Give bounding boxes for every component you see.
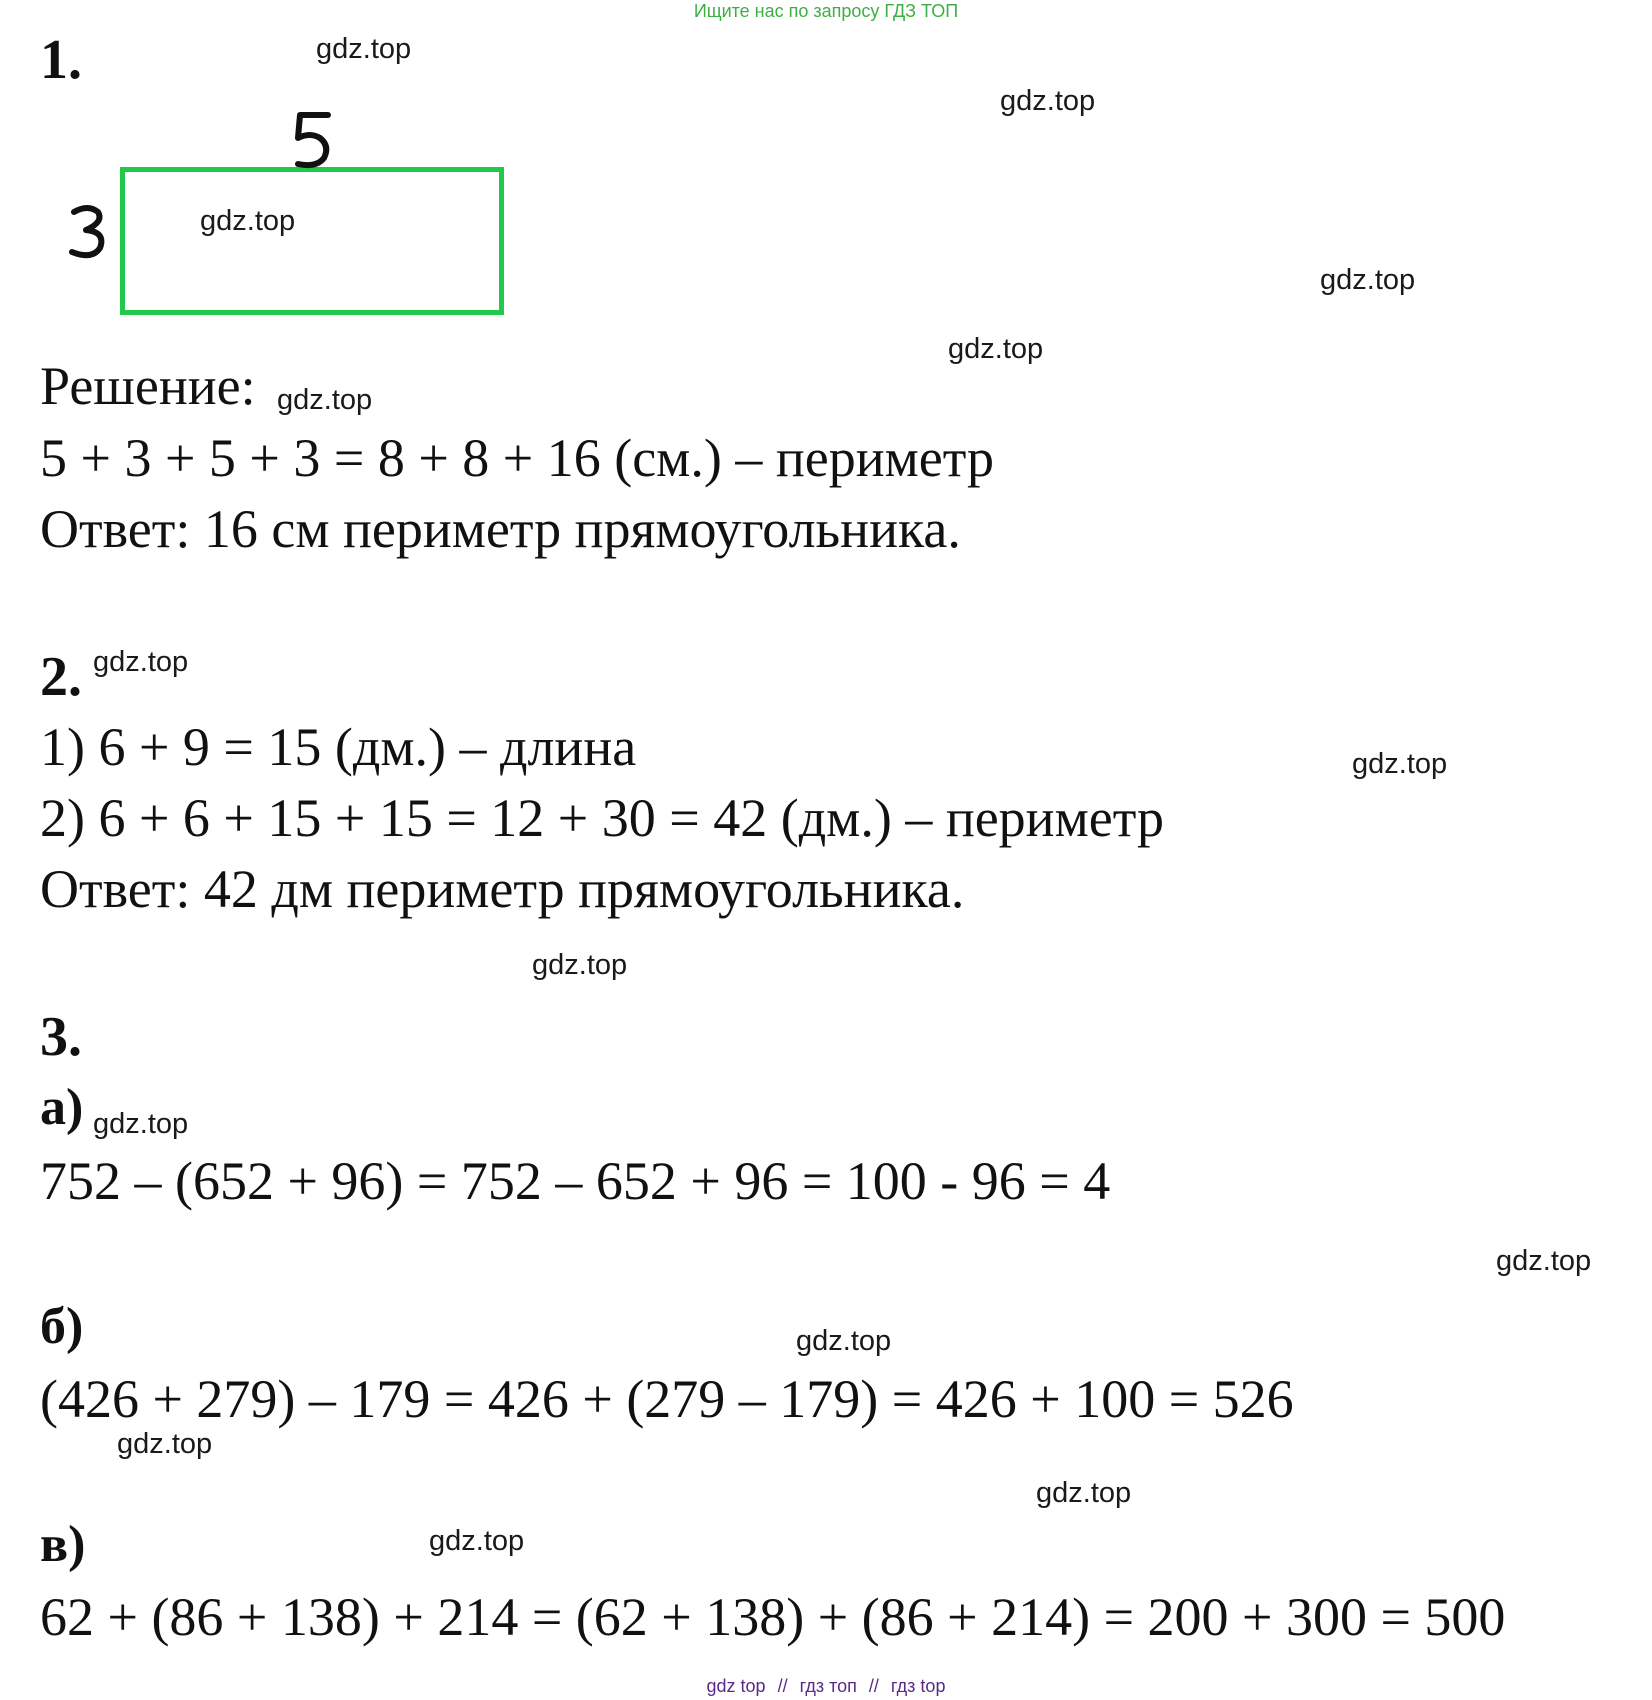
watermark: gdz.top [93, 1108, 189, 1140]
task1-solution-label: Решение: [40, 356, 256, 416]
watermark: gdz.top [948, 333, 1044, 365]
task3-number: 3. [40, 1006, 82, 1068]
task3-a-line: 752 – (652 + 96) = 752 – 652 + 96 = 100 - 96 = 4 [40, 1151, 1111, 1211]
watermark: gdz.top [796, 1325, 892, 1357]
task1-number: 1. [40, 29, 82, 91]
footer-item: гдз топ [799, 1676, 857, 1696]
watermark: gdz.top [1000, 85, 1096, 117]
task2-number: 2. [40, 646, 82, 708]
side-label-left [68, 204, 108, 260]
task2-line2: 2) 6 + 6 + 15 + 15 = 12 + 30 = 42 (дм.) – периметр [40, 788, 1164, 848]
side-label-top [292, 110, 336, 172]
watermark: gdz.top [1036, 1477, 1132, 1509]
rectangle-figure [120, 167, 504, 315]
watermark: gdz.top [532, 949, 628, 981]
watermark: gdz.top [277, 384, 373, 416]
task3-c-line: 62 + (86 + 138) + 214 = (62 + 138) + (86 + 214) = 200 + 300 = 500 [40, 1587, 1506, 1647]
task3-b-label: б) [40, 1298, 84, 1355]
top-banner: Ищите нас по запросу ГДЗ ТОП [693, 1, 959, 21]
watermark: gdz.top [200, 205, 296, 237]
watermark: gdz.top [1320, 264, 1416, 296]
watermark: gdz.top [1496, 1245, 1592, 1277]
watermark: gdz.top [117, 1428, 213, 1460]
footer-item: гдз top [890, 1676, 946, 1696]
task3-b-line: (426 + 279) – 179 = 426 + (279 – 179) = 426 + 100 = 526 [40, 1369, 1294, 1429]
task2-answer: Ответ: 42 дм периметр прямоугольника. [40, 859, 965, 919]
watermark: gdz.top [429, 1525, 525, 1557]
footer-separator: // [868, 1676, 879, 1696]
task1-line1: 5 + 3 + 5 + 3 = 8 + 8 + 16 (см.) – периметр [40, 428, 994, 488]
task3-c-label: в) [40, 1516, 86, 1573]
task3-a-label: а) [40, 1079, 84, 1136]
task1-answer: Ответ: 16 см периметр прямоугольника. [40, 499, 961, 559]
footer-item: gdz top [706, 1676, 766, 1696]
watermark: gdz.top [316, 33, 412, 65]
watermark: gdz.top [93, 646, 189, 678]
footer [0, 1676, 1652, 1697]
footer-separator: // [777, 1676, 788, 1696]
task2-line1: 1) 6 + 9 = 15 (дм.) – длина [40, 717, 637, 777]
watermark: gdz.top [1352, 748, 1448, 780]
